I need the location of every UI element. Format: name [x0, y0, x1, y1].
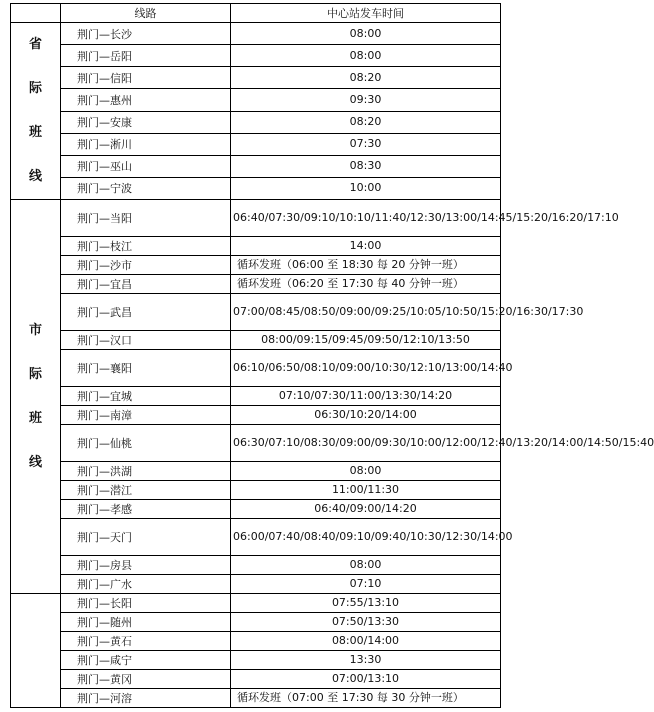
- time-cell: 06:10/06:50/08:10/09:00/10:30/12:10/13:00/14:40: [231, 350, 501, 387]
- table-row: [11, 556, 501, 575]
- time-cell: 07:10/07:30/11:00/13:30/14:20: [231, 387, 501, 406]
- table-row: [11, 89, 501, 111]
- route-cell: 荆门—安康: [61, 111, 231, 133]
- table-row: [11, 670, 501, 689]
- group-label-provincial: 省 际 班 线: [11, 23, 61, 200]
- route-cell: 荆门—长沙: [61, 23, 231, 45]
- time-cell: 08:00/14:00: [231, 632, 501, 651]
- route-cell: 荆门—黄石: [61, 632, 231, 651]
- time-cell: 06:30/07:10/08:30/09:00/09:30/10:00/12:00/12:40/13:20/14:00/14:50/15:40: [231, 425, 501, 462]
- route-cell: 荆门—洪湖: [61, 462, 231, 481]
- time-cell: 07:30: [231, 133, 501, 155]
- table-row: [11, 387, 501, 406]
- time-cell: 06:30/10:20/14:00: [231, 406, 501, 425]
- route-cell: 荆门—河溶: [61, 689, 231, 708]
- table-row: [11, 237, 501, 256]
- table-row: [11, 632, 501, 651]
- table-row: [11, 200, 501, 237]
- route-cell: 荆门—孝感: [61, 500, 231, 519]
- route-cell: 荆门—巫山: [61, 155, 231, 177]
- time-cell: 循环发班（06:00 至 18:30 每 20 分钟一班）: [231, 256, 501, 275]
- table-row: [11, 425, 501, 462]
- route-cell: 荆门—宁波: [61, 177, 231, 199]
- route-cell: 荆门—宜昌: [61, 275, 231, 294]
- table-row: [11, 331, 501, 350]
- group-label-blank: [11, 594, 61, 708]
- bus-schedule-table: [10, 3, 654, 708]
- route-cell: 荆门—淅川: [61, 133, 231, 155]
- time-cell: 循环发班（07:00 至 17:30 每 30 分钟一班）: [231, 689, 501, 708]
- table-row: [11, 594, 501, 613]
- table-row: [11, 23, 501, 45]
- time-cell: 08:00/09:15/09:45/09:50/12:10/13:50: [231, 331, 501, 350]
- table-row: [11, 519, 501, 556]
- time-cell: 08:20: [231, 111, 501, 133]
- time-cell: 10:00: [231, 177, 501, 199]
- table-row: [11, 500, 501, 519]
- time-cell: 08:00: [231, 45, 501, 67]
- time-cell: 08:00: [231, 556, 501, 575]
- table-row: [11, 133, 501, 155]
- route-cell: 荆门—长阳: [61, 594, 231, 613]
- table-row: [11, 177, 501, 199]
- route-cell: 荆门—黄冈: [61, 670, 231, 689]
- table-row: [11, 294, 501, 331]
- route-cell: 荆门—汉口: [61, 331, 231, 350]
- time-cell: 06:40/07:30/09:10/10:10/11:40/12:30/13:00/14:45/15:20/16:20/17:10: [231, 200, 501, 237]
- table-row: [11, 256, 501, 275]
- table-row: [11, 689, 501, 708]
- route-cell: 荆门—襄阳: [61, 350, 231, 387]
- route-cell: 荆门—房县: [61, 556, 231, 575]
- table-row: [11, 406, 501, 425]
- header-row: [11, 4, 501, 23]
- route-cell: 荆门—天门: [61, 519, 231, 556]
- route-cell: 荆门—惠州: [61, 89, 231, 111]
- route-cell: 荆门—潜江: [61, 481, 231, 500]
- group-label-city: 市 际 班 线: [11, 200, 61, 594]
- table-row: [11, 462, 501, 481]
- table-row: [11, 155, 501, 177]
- table-row: [11, 575, 501, 594]
- header-route: 线路: [61, 4, 231, 23]
- table-row: [11, 111, 501, 133]
- route-cell: 荆门—信阳: [61, 67, 231, 89]
- route-cell: 荆门—仙桃: [61, 425, 231, 462]
- route-cell: 荆门—岳阳: [61, 45, 231, 67]
- time-cell: 07:50/13:30: [231, 613, 501, 632]
- time-cell: 08:00: [231, 23, 501, 45]
- time-cell: 07:10: [231, 575, 501, 594]
- table-row: [11, 481, 501, 500]
- table-row: [11, 275, 501, 294]
- route-cell: 荆门—广水: [61, 575, 231, 594]
- time-cell: 07:55/13:10: [231, 594, 501, 613]
- header-time: 中心站发车时间: [231, 4, 501, 23]
- route-cell: 荆门—枝江: [61, 237, 231, 256]
- time-cell: 循环发班（06:20 至 17:30 每 40 分钟一班）: [231, 275, 501, 294]
- time-cell: 11:00/11:30: [231, 481, 501, 500]
- time-cell: 08:20: [231, 67, 501, 89]
- time-cell: 06:40/09:00/14:20: [231, 500, 501, 519]
- time-cell: 08:00: [231, 462, 501, 481]
- route-cell: 荆门—随州: [61, 613, 231, 632]
- table-row: [11, 350, 501, 387]
- time-cell: 07:00/13:10: [231, 670, 501, 689]
- table-row: [11, 651, 501, 670]
- time-cell: 13:30: [231, 651, 501, 670]
- time-cell: 14:00: [231, 237, 501, 256]
- route-cell: 荆门—武昌: [61, 294, 231, 331]
- route-cell: 荆门—南漳: [61, 406, 231, 425]
- header-category: [11, 4, 61, 23]
- route-cell: 荆门—宜城: [61, 387, 231, 406]
- table-row: [11, 45, 501, 67]
- route-cell: 荆门—当阳: [61, 200, 231, 237]
- time-cell: 08:30: [231, 155, 501, 177]
- time-cell: 07:00/08:45/08:50/09:00/09:25/10:05/10:50/15:20/16:30/17:30: [231, 294, 501, 331]
- table-row: [11, 67, 501, 89]
- route-cell: 荆门—沙市: [61, 256, 231, 275]
- time-cell: 09:30: [231, 89, 501, 111]
- time-cell: 06:00/07:40/08:40/09:10/09:40/10:30/12:30/14:00: [231, 519, 501, 556]
- table-row: [11, 613, 501, 632]
- route-cell: 荆门—咸宁: [61, 651, 231, 670]
